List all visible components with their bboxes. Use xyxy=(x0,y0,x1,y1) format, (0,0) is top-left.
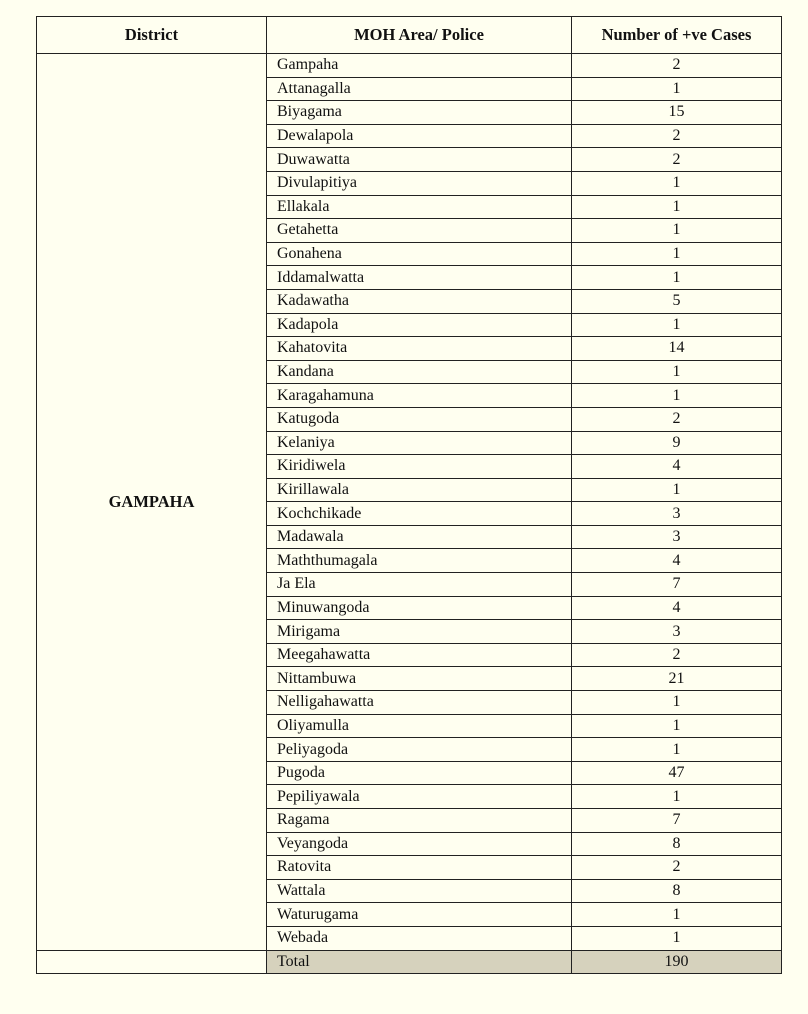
moh-area-cell: Mirigama xyxy=(267,620,572,644)
cases-cell: 1 xyxy=(572,478,782,502)
cases-cell: 1 xyxy=(572,313,782,337)
cases-cell: 4 xyxy=(572,549,782,573)
moh-area-cell: Maththumagala xyxy=(267,549,572,573)
moh-area-cell: Attanagalla xyxy=(267,77,572,101)
cases-cell: 1 xyxy=(572,195,782,219)
moh-area-cell: Ratovita xyxy=(267,856,572,880)
moh-area-cell: Iddamalwatta xyxy=(267,266,572,290)
moh-area-cell: Kandana xyxy=(267,360,572,384)
cases-cell: 3 xyxy=(572,620,782,644)
moh-area-cell: Ragama xyxy=(267,809,572,833)
cases-cell: 1 xyxy=(572,785,782,809)
cases-table-container xyxy=(36,16,781,974)
moh-area-cell: Ja Ela xyxy=(267,573,572,597)
moh-area-cell: Pugoda xyxy=(267,761,572,785)
moh-area-cell: Minuwangoda xyxy=(267,596,572,620)
moh-area-cell: Divulapitiya xyxy=(267,171,572,195)
cases-cell: 47 xyxy=(572,761,782,785)
moh-area-cell: Nelligahawatta xyxy=(267,691,572,715)
total-row xyxy=(37,950,782,974)
cases-cell: 14 xyxy=(572,337,782,361)
cases-cell: 1 xyxy=(572,384,782,408)
cases-cell: 1 xyxy=(572,691,782,715)
moh-area-cell: Gonahena xyxy=(267,242,572,266)
moh-area-cell: Gampaha xyxy=(267,54,572,78)
cases-cell: 1 xyxy=(572,714,782,738)
moh-area-cell: Webada xyxy=(267,926,572,950)
moh-area-cell: Katugoda xyxy=(267,407,572,431)
moh-area-cell: Wattala xyxy=(267,879,572,903)
cases-cell: 3 xyxy=(572,502,782,526)
cases-cell: 2 xyxy=(572,407,782,431)
cases-cell: 1 xyxy=(572,171,782,195)
cases-cell: 2 xyxy=(572,124,782,148)
moh-area-cell: Biyagama xyxy=(267,101,572,125)
moh-area-cell: Getahetta xyxy=(267,219,572,243)
cases-cell: 21 xyxy=(572,667,782,691)
moh-area-cell: Kahatovita xyxy=(267,337,572,361)
cases-cell: 3 xyxy=(572,525,782,549)
moh-area-cell: Pepiliyawala xyxy=(267,785,572,809)
moh-area-cell: Kadawatha xyxy=(267,289,572,313)
cases-cell: 1 xyxy=(572,926,782,950)
cases-cell: 2 xyxy=(572,643,782,667)
district-cell-continued xyxy=(37,950,267,974)
moh-area-cell: Veyangoda xyxy=(267,832,572,856)
cases-cell: 2 xyxy=(572,54,782,78)
cases-cell: 4 xyxy=(572,596,782,620)
header-moh-area: MOH Area/ Police xyxy=(267,17,572,54)
cases-cell: 1 xyxy=(572,738,782,762)
cases-cell: 7 xyxy=(572,809,782,833)
cases-cell: 9 xyxy=(572,431,782,455)
moh-area-cell: Kiridiwela xyxy=(267,455,572,479)
district-cell: GAMPAHA xyxy=(37,54,267,951)
moh-area-cell: Karagahamuna xyxy=(267,384,572,408)
moh-area-cell: Meegahawatta xyxy=(267,643,572,667)
header-district: District xyxy=(37,17,267,54)
total-cases: 190 xyxy=(572,950,782,974)
moh-area-cell: Kadapola xyxy=(267,313,572,337)
moh-area-cell: Oliyamulla xyxy=(267,714,572,738)
cases-cell: 1 xyxy=(572,242,782,266)
moh-area-cell: Kelaniya xyxy=(267,431,572,455)
header-cases: Number of +ve Cases xyxy=(572,17,782,54)
cases-cell: 1 xyxy=(572,360,782,384)
cases-cell: 1 xyxy=(572,903,782,927)
cases-cell: 1 xyxy=(572,219,782,243)
cases-cell: 1 xyxy=(572,266,782,290)
cases-cell: 15 xyxy=(572,101,782,125)
moh-area-cell: Duwawatta xyxy=(267,148,572,172)
moh-area-cell: Kirillawala xyxy=(267,478,572,502)
moh-area-cell: Ellakala xyxy=(267,195,572,219)
cases-cell: 7 xyxy=(572,573,782,597)
cases-cell: 5 xyxy=(572,289,782,313)
cases-cell: 8 xyxy=(572,832,782,856)
cases-cell: 8 xyxy=(572,879,782,903)
header-row xyxy=(37,17,782,54)
cases-table xyxy=(36,16,782,974)
moh-area-cell: Waturugama xyxy=(267,903,572,927)
moh-area-cell: Dewalapola xyxy=(267,124,572,148)
moh-area-cell: Madawala xyxy=(267,525,572,549)
cases-cell: 4 xyxy=(572,455,782,479)
table-row xyxy=(37,54,782,78)
moh-area-cell: Nittambuwa xyxy=(267,667,572,691)
moh-area-cell: Kochchikade xyxy=(267,502,572,526)
total-label: Total xyxy=(267,950,572,974)
cases-cell: 2 xyxy=(572,856,782,880)
moh-area-cell: Peliyagoda xyxy=(267,738,572,762)
table-body xyxy=(37,54,782,974)
cases-cell: 2 xyxy=(572,148,782,172)
cases-cell: 1 xyxy=(572,77,782,101)
